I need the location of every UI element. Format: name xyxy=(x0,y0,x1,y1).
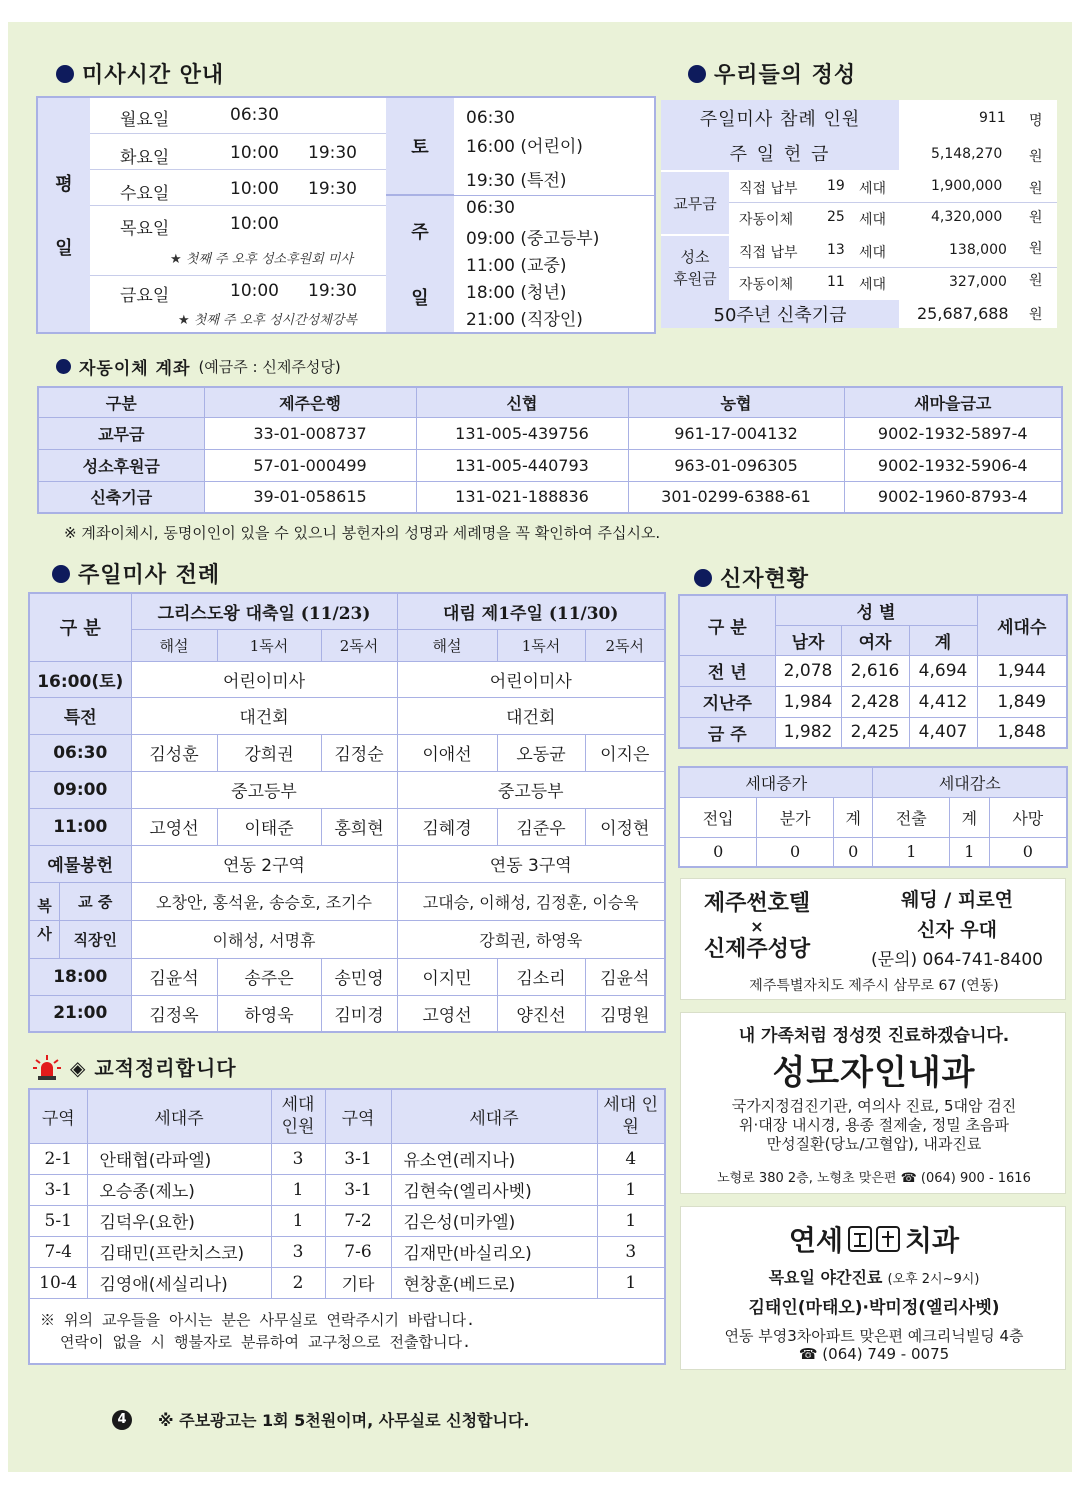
offering-box: 주일미사 참례 인원 911 명 주 일 헌 금 5,148,270 원 교무금 직접 납부 19 세대 1,900,000 원 자동이체 25 세대 4,320,000 원 성소 후원금 직접 납부 13 세대 138,000 원 자동이체 11 세대 327,000 원 50주년 신축기금 25,687,688 원 xyxy=(661,100,1057,328)
sunday-offering-label: 주 일 헌 금 xyxy=(661,136,899,170)
registry-row: 10-4 김영애(세실리나) 2 기타 현창훈(베드로) 1 xyxy=(29,1267,665,1298)
footer-ad-note: ※ 주보광고는 1회 5천원이며, 사무실로 신청합니다. xyxy=(158,1411,530,1430)
mass-row-mon: 월요일 06:30 xyxy=(90,98,386,134)
liturgy-row: 16:00(토) 어린이미사 어린이미사 xyxy=(29,661,665,697)
seongso-label: 성소 후원금 xyxy=(661,236,729,300)
fund-label: 50주년 신축기금 xyxy=(661,300,899,328)
liturgy-row: 06:30 김성훈 강희권 김정순 이애선 오동균 이지은 xyxy=(29,734,665,771)
registry-row: 7-4 김태민(프란치스코) 3 7-6 김재만(바실리오) 3 xyxy=(29,1236,665,1267)
liturgy-table: 구 분 그리스도왕 대축일 (11/23) 대림 제1주일 (11/30) 해설 1독서 2독서 해설 1독서 2독서 16:00(토) 어린이미사 어린이미사 특전 대건회 대건회 06:30 김성훈 강희권 김정순 이애선 오동균 이지은 09:00 중고등부 중고등부 11:00 고영선 이태준 홍희현 김혜경 김준우 이정현 예물봉헌 연동 2구역 연동 3구역 복 교 중 오창안, 홍석윤, 송승호, 조기수 고대승, 이해성, 김정훈, 이승욱 사 직장인 이해성, 서명휴 강희권, 하영욱 18:00 김윤석 송주은 송민영 이지민 김소리 김윤석 21:00 김정옥 하영욱 김미경 고영선 양진선 김명원 xyxy=(28,592,666,1033)
dental-name: 연세 치과 xyxy=(788,1224,960,1257)
ad-clinic: 내 가족처럼 정성껏 진료하겠습니다. 성모자인내과 국가지정검진기관, 여의사 진료, 5대암 검진 위·대장 내시경, 용종 절제술, 정밀 초음파 만성질환(당뇨/고혈압), 내과진료 노형로 380 2층, 노형초 맞은편 ☎ (064) 900 - 1616 xyxy=(680,1012,1066,1194)
members-section-title: 신자현황 xyxy=(694,562,809,593)
hotel-brand: 제주썬호텔 × 신제주성당 xyxy=(703,891,811,962)
accounts-note: ※ 계좌이체시, 동명이인이 있을 수 있으니 봉헌자의 성명과 세례명을 꼭 확인하여 주십시오. xyxy=(64,524,661,542)
liturgy-boksa-row: 복 교 중 오창안, 홍석윤, 송승호, 조기수 고대승, 이해성, 김정훈, 이승욱 xyxy=(29,882,665,920)
liturgy-row: 11:00 고영선 이태준 홍희현 김혜경 김준우 이정현 xyxy=(29,808,665,845)
registry-note-1: ※ 위의 교우들을 아시는 분은 사무실로 연락주시기 바랍니다. xyxy=(40,1310,476,1329)
accounts-section-title: 자동이체 계좌 (예금주 : 신제주성당) xyxy=(56,354,341,379)
ad-dental: 연세 치과 목요일 야간진료 (오후 2시~9시) 김태인(마태오)·박미정(엘리사벳) 연동 부영3차아파트 맞은편 예크리닉빌딩 4층 ☎ (064) 749 - 0075 xyxy=(680,1206,1066,1370)
saturday-times: 06:30 16:00 (어린이) 19:30 (특전) xyxy=(454,98,654,196)
bulletin-page xyxy=(8,22,1072,1472)
gyomu-row-auto: 자동이체 25 세대 4,320,000 원 xyxy=(739,209,1043,228)
siren-icon xyxy=(32,1053,62,1081)
registry-row: 3-1 오승종(제노) 1 3-1 김현숙(엘리사벳) 1 xyxy=(29,1174,665,1205)
liturgy-boksa-row: 사 직장인 이해성, 서명휴 강희권, 하영욱 xyxy=(29,920,665,958)
ad-hotel: 제주썬호텔 × 신제주성당 웨딩 / 피로연 신자 우대 (문의) 064-741-8400 제주특별자치도 제주시 삼무로 67 (연동) xyxy=(680,878,1066,1000)
members-table: 구 분 성 별 세대수 남자 여자 계 전 년 2,078 2,616 4,694 1,944 지난주 1,984 2,428 4,412 1,849 금 주 1,982 2,425 4,407 1,848 xyxy=(678,594,1068,749)
page-number-badge: 4 xyxy=(112,1410,132,1430)
sunday-times: 06:30 09:00 (중고등부) 11:00 (교중) 18:00 (청년) 21:00 (직장인) xyxy=(466,198,600,330)
seongso-row-direct: 직접 납부 13 세대 138,000 원 xyxy=(729,236,1057,268)
household-change-table: 세대증가 세대감소 전입 분가 계 전출 계 사망 0 0 0 1 1 0 xyxy=(678,766,1068,868)
seongso-row-auto: 자동이체 11 세대 327,000 원 xyxy=(739,273,1043,293)
liturgy-row: 예물봉헌 연동 2구역 연동 3구역 xyxy=(29,845,665,882)
bullet-dot-icon xyxy=(56,65,74,83)
accounts-table xyxy=(37,386,1063,514)
weekday-label: 평 일 xyxy=(38,98,90,332)
liturgy-row: 09:00 중고등부 중고등부 xyxy=(29,771,665,808)
bullet-dot-icon xyxy=(694,569,712,587)
bullet-dot-icon xyxy=(688,65,706,83)
accounts-row: 교무금 33-01-008737 131-005-439756 961-17-004132 9002-1932-5897-4 xyxy=(38,417,1062,449)
members-row: 전 년 2,078 2,616 4,694 1,944 xyxy=(679,655,1067,686)
registry-table: 구역 세대주 세대 인원 구역 세대주 세대 인원 2-1 안태협(라파엘) 3 3-1 유소연(레지나) 4 3-1 오승종(제노) 1 3-1 김현숙(엘리사벳) 1 5-1 김덕우(요한) 1 7-2 김은성(미카엘) 1 7-4 김태민(프란치스코) 3 7-6 김재만(바실리오) 3 10-4 김영애(세실리나) 2 기타 현창훈(베드로) 1 ※ 위의 교우들을 아시는 분은 사무실로 연락주시기 바랍니다. 연락이 없을 시 행불자로 분류하여 교구청으로 전출합니다. xyxy=(28,1088,666,1365)
registry-note-2: 연락이 없을 시 행불자로 분류하여 교구청으로 전출합니다. xyxy=(60,1332,471,1351)
mass-section-title: 미사시간 안내 xyxy=(56,58,224,89)
accounts-header-row: 구분 제주은행 신협 농협 새마을금고 xyxy=(38,387,1062,417)
sunday-label: 주 일 xyxy=(386,196,454,332)
footer xyxy=(112,1408,530,1431)
members-row: 금 주 1,982 2,425 4,407 1,848 xyxy=(679,717,1067,748)
liturgy-row: 18:00 김윤석 송주은 송민영 이지민 김소리 김윤석 xyxy=(29,958,665,995)
members-row: 지난주 1,984 2,428 4,412 1,849 xyxy=(679,686,1067,717)
saturday-label: 토 xyxy=(386,98,454,196)
weekday-schedule xyxy=(90,98,386,332)
tooth-logo-icon xyxy=(847,1225,901,1253)
mass-row-tue: 화요일 10:00 19:30 xyxy=(90,134,386,170)
gyomu-label: 교무금 xyxy=(661,172,729,234)
mass-row-thu: 목요일 10:00 ★ 첫째 주 오후 성소후원회 미사 xyxy=(90,206,386,276)
bullet-dot-icon xyxy=(56,359,71,374)
registry-row: 2-1 안태협(라파엘) 3 3-1 유소연(레지나) 4 xyxy=(29,1143,665,1174)
gyomu-row-direct: 직접 납부 19 세대 1,900,000 원 xyxy=(729,172,1057,203)
offering-section-title: 우리들의 정성 xyxy=(688,58,856,89)
clinic-name: 성모자인내과 xyxy=(772,1053,976,1093)
liturgy-row: 특전 대건회 대건회 xyxy=(29,697,665,734)
mass-schedule-box xyxy=(36,96,656,334)
mass-row-wed: 수요일 10:00 19:30 xyxy=(90,170,386,206)
registry-row: 5-1 김덕우(요한) 1 7-2 김은성(미카엘) 1 xyxy=(29,1205,665,1236)
liturgy-row: 21:00 김정옥 하영욱 김미경 고영선 양진선 김명원 xyxy=(29,995,665,1032)
liturgy-section-title: 주일미사 전례 xyxy=(52,558,220,589)
accounts-row: 신축기금 39-01-058615 131-021-188836 301-0299-6388-61 9002-1960-8793-4 xyxy=(38,481,1062,513)
accounts-row: 성소후원금 57-01-000499 131-005-440793 963-01-096305 9002-1932-5906-4 xyxy=(38,449,1062,481)
registry-section-title: ◈ 교적정리합니다 xyxy=(32,1052,237,1081)
bullet-dot-icon xyxy=(52,565,70,583)
mass-row-fri: 금요일 10:00 19:30 ★ 첫째 주 오후 성시간성체강복 xyxy=(120,281,357,328)
attendance-label: 주일미사 참례 인원 xyxy=(661,100,899,136)
